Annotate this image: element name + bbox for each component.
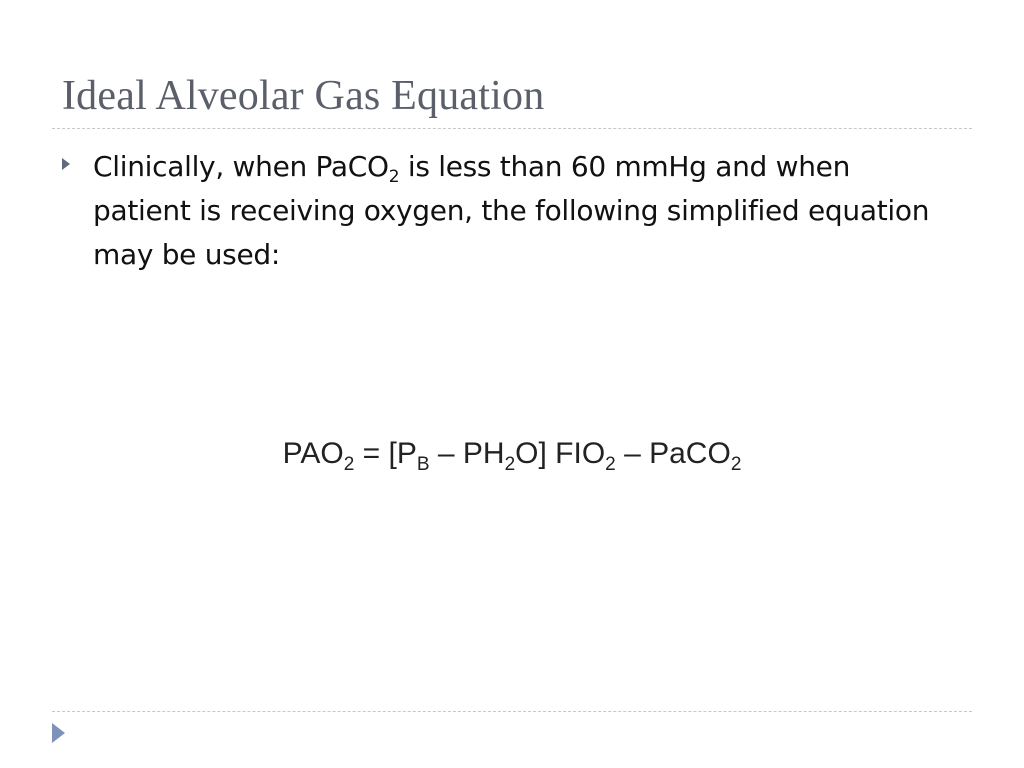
bullet-text-part-2: is less than 60 mmHg and when patient is receiving oxygen, the following simplified equation may be used: [93, 150, 930, 271]
equation-part-2: = [P [354, 437, 417, 470]
equation-subscript-2: B [416, 454, 430, 475]
bullet-subscript: 2 [388, 167, 400, 187]
next-slide-arrow-icon[interactable] [52, 723, 65, 743]
equation-part-1: PAO [282, 437, 344, 470]
bullet-text-part-1: Clinically, when PaCO [93, 150, 389, 183]
footer-divider [52, 711, 972, 712]
title-divider [52, 128, 972, 129]
equation-part-3: – PH [429, 437, 505, 470]
equation-part-4: O] FIO [515, 437, 606, 470]
slide-title: Ideal Alveolar Gas Equation [62, 73, 545, 119]
equation-subscript-1: 2 [343, 454, 355, 475]
triangle-bullet-icon [62, 158, 70, 170]
equation-subscript-3: 2 [504, 454, 516, 475]
equation-subscript-4: 2 [605, 454, 616, 475]
equation-part-5: – PaCO [615, 437, 731, 470]
equation-subscript-5: 2 [730, 454, 742, 475]
alveolar-gas-equation [0, 431, 1024, 477]
bullet-text [93, 145, 938, 277]
